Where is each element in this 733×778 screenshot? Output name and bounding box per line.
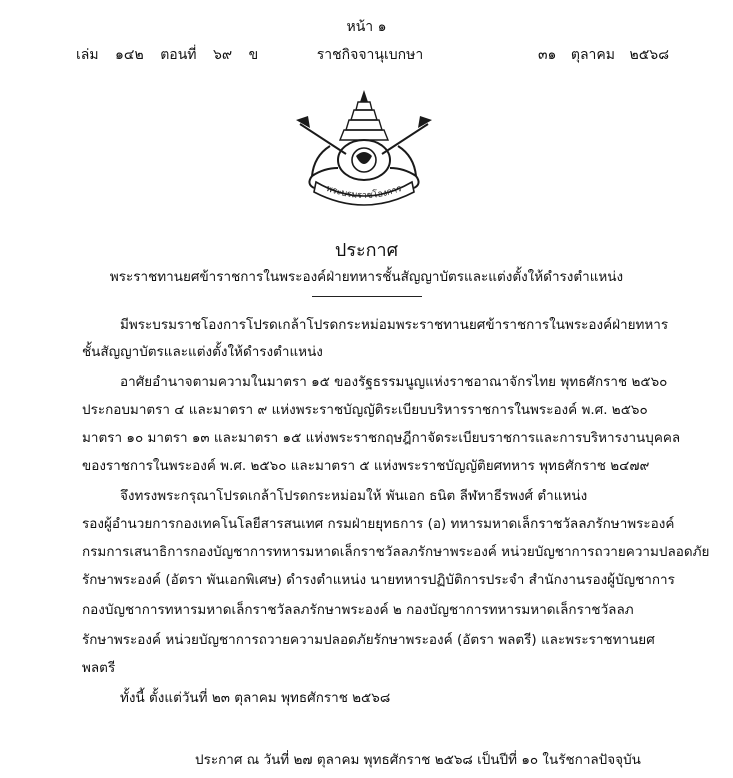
royal-cipher-emblem <box>290 86 438 212</box>
announcement-subtitle: พระราชทานยศข้าราชการในพระองค์ฝ่ายทหารชั้นสัญญาบัตรและแต่งตั้งให้ดำรงตำแหน่ง <box>109 269 624 285</box>
announcement-date-line: ประกาศ ณ วันที่ ๒๗ ตุลาคม พุทธศักราช ๒๕๖๘ เป็นปีที่ ๑๐ ในรัชกาลปัจจุบัน <box>195 752 641 768</box>
body-line: อาศัยอำนาจตามความในมาตรา ๑๕ ของรัฐธรรมนูญแห่งราชอาณาจักรไทย พุทธศักราช ๒๕๖๐ <box>120 374 668 390</box>
body-line: มาตรา ๑๐ มาตรา ๑๓ และมาตรา ๑๕ แห่งพระราชกฤษฎีกาจัดระเบียบราชการและการบริหารงานบุคคล <box>82 430 681 446</box>
issue-number: ๖๙ <box>212 47 233 63</box>
body-line: กรมการเสนาธิการกองบัญชาการทหารมหาดเล็กราชวัลลภรักษาพระองค์ หน่วยบัญชาการถวายความปลอดภัย <box>82 544 710 560</box>
body-line: รักษาพระองค์ (อัตรา พันเอกพิเศษ) ดำรงตำแหน่ง นายทหารปฏิบัติการประจำ สำนักงานรองผู้บัญชาการ <box>82 572 675 588</box>
body-line: ของราชการในพระองค์ พ.ศ. ๒๕๖๐ และมาตรา ๕ แห่งพระราชบัญญัติยศทหาร พุทธศักราช ๒๔๗๙ <box>82 458 650 474</box>
svg-text:พระบรมราชโองการ: พระบรมราชโองการ <box>324 183 404 202</box>
date-day: ๓๑ <box>537 47 557 63</box>
date-year: ๒๕๖๘ <box>629 47 669 63</box>
body-line: ชั้นสัญญาบัตรและแต่งตั้งให้ดำรงตำแหน่ง <box>82 344 323 360</box>
volume-label: เล่ม <box>76 47 99 63</box>
gazette-date <box>528 44 669 66</box>
journal-name: ราชกิจจานุเบกษา <box>316 47 424 63</box>
body-line: พลตรี <box>82 660 116 676</box>
announcement-title: ประกาศ <box>334 240 399 261</box>
body-line: รักษาพระองค์ หน่วยบัญชาการถวายความปลอดภัยรักษาพระองค์ (อัตรา พลตรี) และพระราชทานยศ <box>82 632 655 648</box>
page-number: หน้า ๑ <box>346 19 387 35</box>
body-line: มีพระบรมราชโองการโปรดเกล้าโปรดกระหม่อมพระราชทานยศข้าราชการในพระองค์ฝ่ายทหาร <box>120 317 669 333</box>
body-line: ประกอบมาตรา ๔ และมาตรา ๙ แห่งพระราชบัญญัติระเบียบบริหารราชการในพระองค์ พ.ศ. ๒๕๖๐ <box>82 402 648 418</box>
body-line: ทั้งนี้ ตั้งแต่วันที่ ๒๓ ตุลาคม พุทธศักราช ๒๕๖๘ <box>120 690 391 706</box>
body-line: จึงทรงพระกรุณาโปรดเกล้าโปรดกระหม่อมให้ พันเอก ธนิต ลีฬหาธีรพงศ์ ตำแหน่ง <box>120 488 588 504</box>
volume-number: ๑๔๒ <box>115 47 144 63</box>
date-month: ตุลาคม <box>570 47 616 63</box>
issue-label: ตอนที่ <box>160 47 197 63</box>
body-line: กองบัญชาการทหารมหาดเล็กราชวัลลภรักษาพระองค์ ๒ กองบัญชาการทหารมหาดเล็กราชวัลลภ <box>82 602 634 618</box>
body-line: รองผู้อำนวยการกองเทคโนโลยีสารสนเทศ กรมฝ่ายยุทธการ (อ) ทหารมหาดเล็กราชวัลลภรักษาพระองค์ <box>82 516 675 532</box>
gazette-volume-info <box>76 44 270 66</box>
section-letter: ข <box>248 47 259 63</box>
title-divider <box>312 296 422 297</box>
